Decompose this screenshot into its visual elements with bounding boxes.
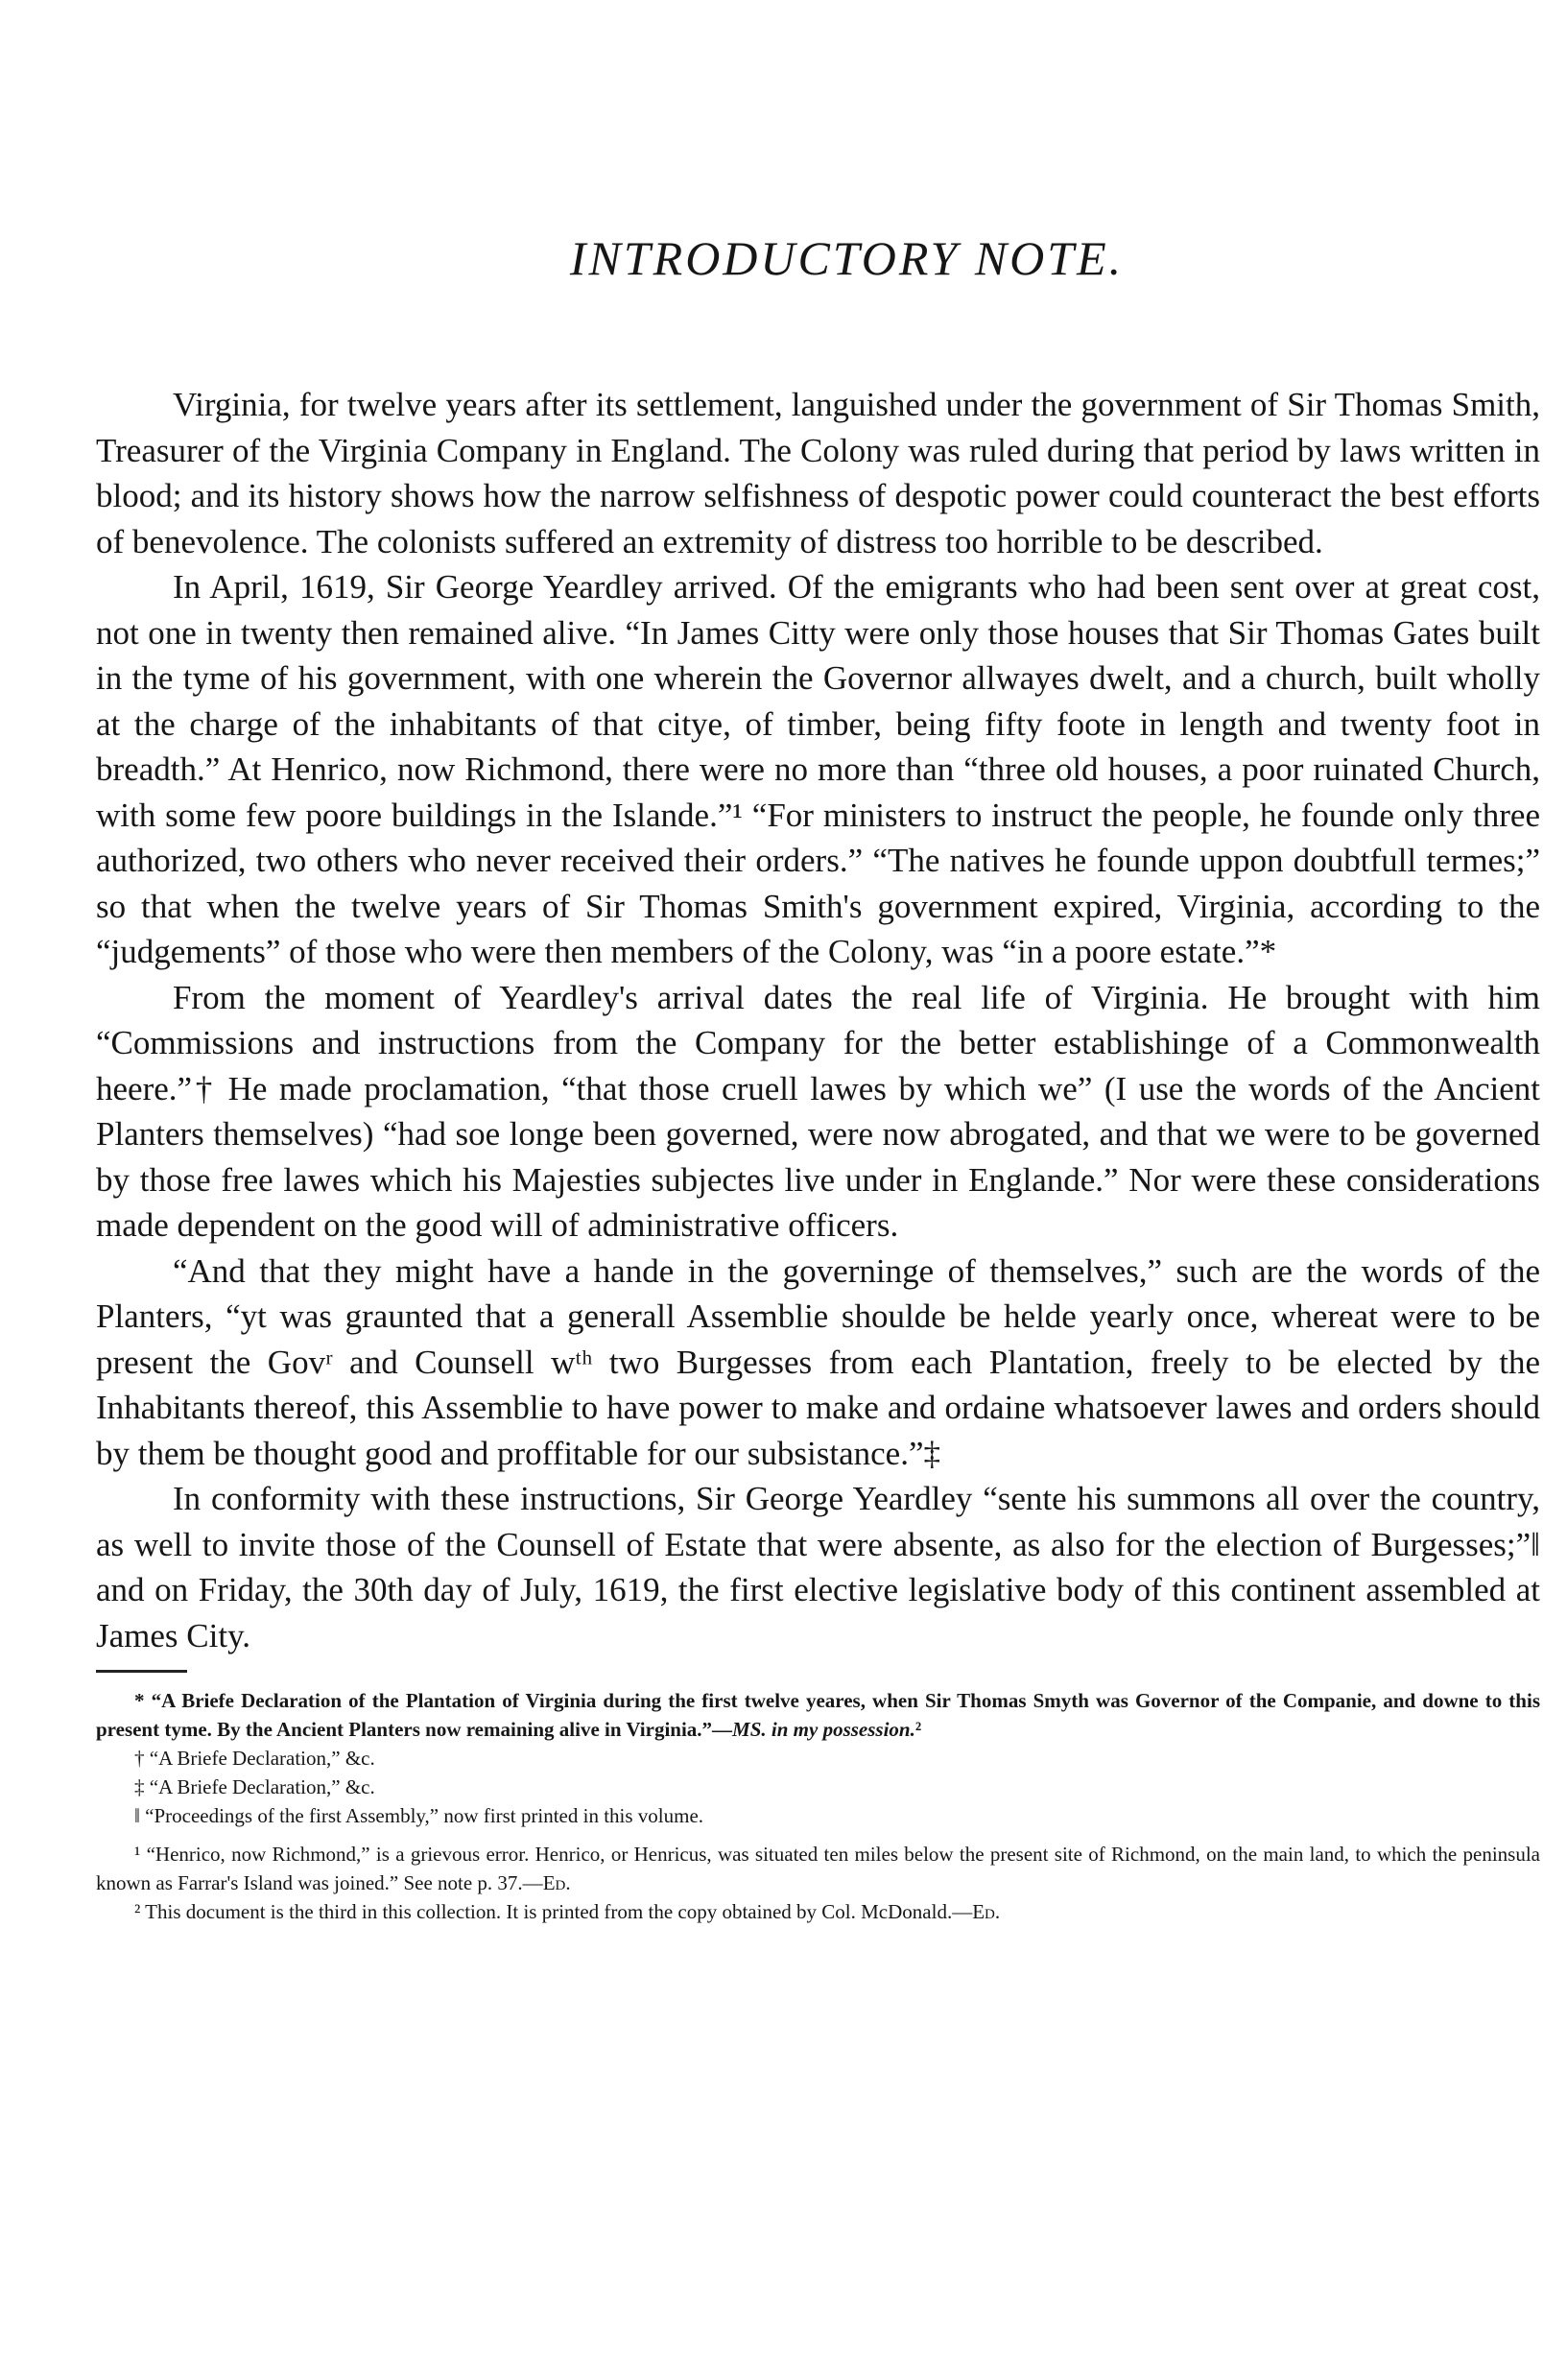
footnote-star-italic: MS. in my possession. [732, 1718, 915, 1741]
footnote-2-text: ² This document is the third in this collection. It is printed from the copy obtained by Col. McDonald.— [134, 1900, 973, 1923]
footnote-1-editor: Ed. [542, 1871, 571, 1894]
footnote-2-editor: Ed. [972, 1900, 1001, 1923]
footnote-2 [96, 1897, 1540, 1926]
footnote-dagger: † “A Briefe Declaration,” &c. [134, 1747, 375, 1770]
footnotes [96, 1686, 1540, 1926]
footnote-1-text: ¹ “Henrico, now Richmond,” is a grievous error. Henrico, or Henricus, was situated ten miles below the present site of Richmond, on the main land, to which the peninsula known as Farrar's Island was joined.” See note p. 37.— [96, 1843, 1540, 1894]
footnote-1 [96, 1840, 1540, 1897]
page-title: INTRODUCTORY NOTE. [569, 231, 1125, 285]
footnote-star-ref: ² [914, 1718, 922, 1741]
paragraph-4: “And that they might have a hande in the governinge of themselves,” such are the words of the Planters, “yt was graunted that a generall Assemblie shoulde be helde yearly once, whereat were to be present the Govʳ and Counsell wᵗʰ two Burgesses from each Plantation, freely to be elected by the Inhabitants thereof, this Assemblie to have power to make and ordaine whatsoever lawes and orders should by them be thought good and proffitable for our subsistance.”‡ [96, 1251, 1540, 1472]
footnote-divider [96, 1670, 187, 1673]
paragraph-5: In conformity with these instructions, Sir George Yeardley “sente his summons all over the country, as well to invite those of the Counsell of Estate that were absente, as also for the election of Burgesses;”‖ and on Friday, the 30th day of July, 1619, the first elective legislative body of this continent assembled at James City. [96, 1480, 1540, 1654]
paragraph-3: From the moment of Yeardley's arrival dates the real life of Virginia. He brought with him “Commissions and instructions from the Company for the better establishinge of a Commonwealth heere.”† He made proclamation, “that those cruell lawes by which we” (I use the words of the Ancient Planters themselves) “had soe longe been governed, were now abrogated, and that we were to be governed by those free lawes which his Majesties subjectes live under in Englande.” Nor were these considerations made dependent on the good will of administrative officers. [96, 978, 1540, 1244]
footnote-parallel: ‖ “Proceedings of the first Assembly,” now first printed in this volume. [134, 1804, 704, 1827]
footnote-star-text: * “A Briefe Declaration of the Plantation of Virginia during the first twelve yeares, when Sir Thomas Smyth was Governor of the Companie, and downe to this present tyme. By the Ancient Planters now remaining alive in Virginia.”— [96, 1689, 1540, 1741]
footnote-star [96, 1686, 1540, 1744]
paragraph-1: Virginia, for twelve years after its settlement, languished under the government of Sir Thomas Smith, Treasurer of the Virginia Company in England. The Colony was ruled during that period by laws written in blood; and its history shows how the narrow selfishness of despotic power could counteract the best efforts of benevolence. The colonists suffered an extremity of distress too horrible to be described. [96, 386, 1540, 560]
footnote-double-dagger: ‡ “A Briefe Declaration,” &c. [134, 1775, 375, 1798]
paragraph-2: In April, 1619, Sir George Yeardley arrived. Of the emigrants who had been sent over at great cost, not one in twenty then remained alive. “In James Citty were only those houses that Sir Thomas Gates built in the tyme of his government, with one wherein the Governor allwayes dwelt, and a church, built wholly at the charge of the inhabitants of that citye, of timber, being fifty foote in length and twenty foot in breadth.” At Henrico, now Richmond, there were no more than “three old houses, a poor ruinated Church, with some few poore buildings in the Islande.”¹ “For ministers to instruct the people, he founde only three authorized, two others who never received their orders.” “The natives he founde uppon doubtfull termes;” so that when the twelve years of Sir Thomas Smith's government expired, Virginia, according to the “judgements” of those who were then members of the Colony, was “in a poore estate.”* [96, 568, 1540, 970]
document-page [96, 230, 1540, 1926]
body-text [96, 382, 1540, 1658]
